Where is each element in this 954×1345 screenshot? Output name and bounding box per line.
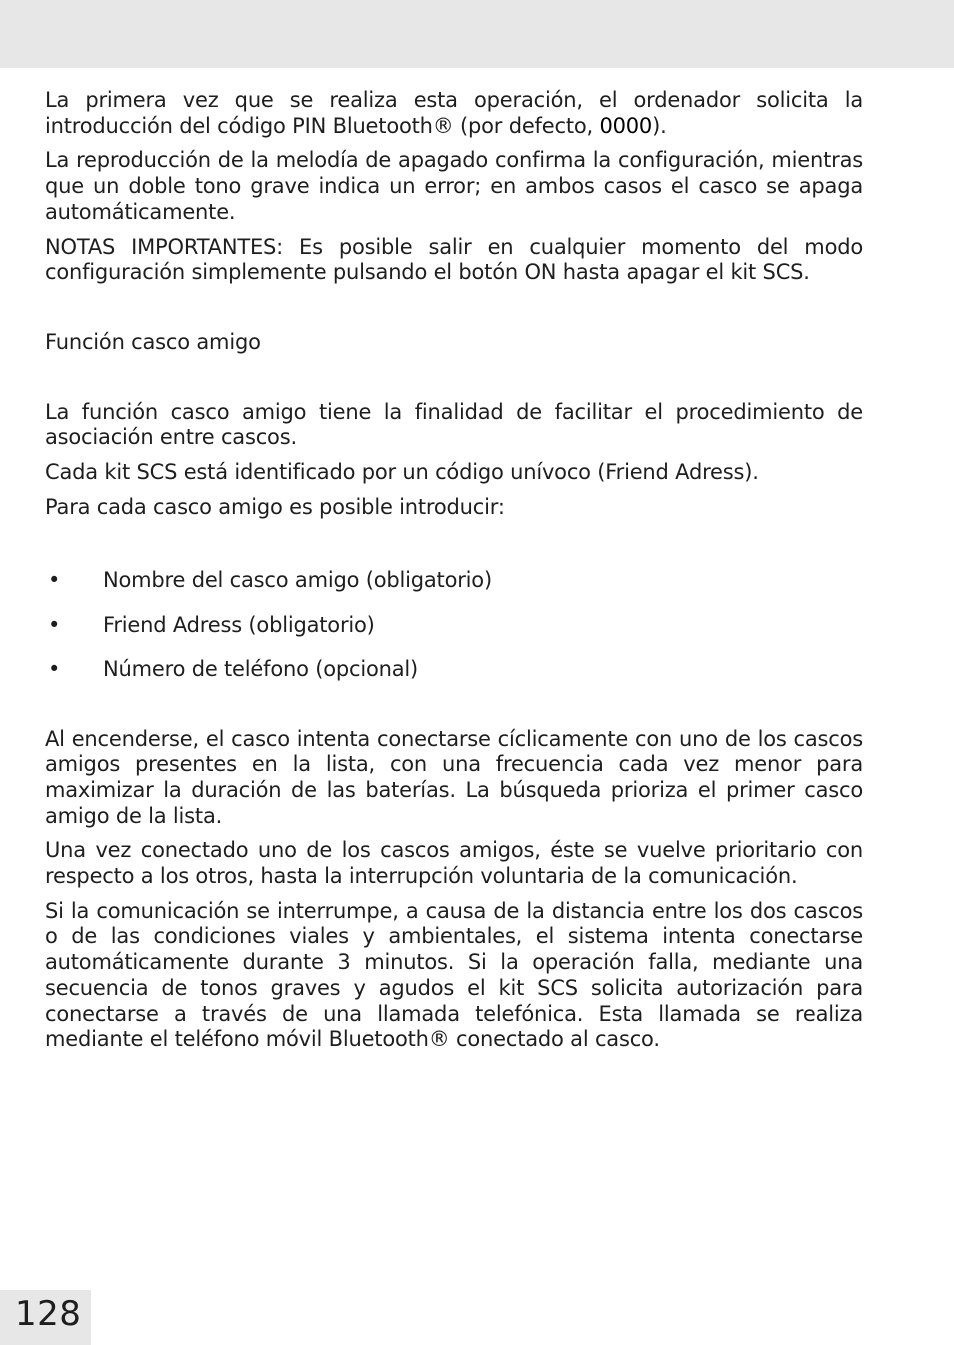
list-item-label: Nombre del casco amigo (obligatorio) bbox=[103, 568, 492, 593]
list-item-label: Friend Adress (obligatorio) bbox=[103, 612, 375, 637]
section-paragraph-interruption: Si la comunicación se interrumpe, a causa de la distancia entre los dos cascos o de las condiciones viales y ambientales, el sistema intenta conectarse automáticamente durante 3 minutos. Si la operación falla, mediante una secuencia de tonos graves y agudos el kit SCS solicita autorización para conectarse a través de una llamada telefónica. Esta llamada se realiza mediante el teléfono móvil Bluetooth® conectado al casco. bbox=[45, 898, 863, 1052]
section-paragraph-priority: Una vez conectado uno de los cascos amigos, éste se vuelve prioritario con respecto a los otros, hasta la interrupción voluntaria de la comunicación. bbox=[45, 838, 863, 889]
page-body bbox=[45, 88, 863, 1062]
bullet-icon: • bbox=[48, 656, 61, 681]
page-number-tab bbox=[0, 1290, 91, 1345]
page-number: 128 bbox=[15, 1294, 82, 1334]
list-item bbox=[45, 613, 863, 639]
intro-text-after-pin: ). bbox=[652, 113, 667, 138]
bullet-icon: • bbox=[48, 612, 61, 637]
list-item bbox=[45, 568, 863, 594]
list-item-label: Número de teléfono (opcional) bbox=[103, 656, 419, 681]
header-band bbox=[0, 0, 954, 68]
section-paragraph-identifier: Cada kit SCS está identificado por un código unívoco (Friend Adress). bbox=[45, 460, 759, 485]
intro-paragraph-notes: NOTAS IMPORTANTES: Es posible salir en cualquier momento del modo configuración simplemente pulsando el botón ON hasta apagar el kit SCS. bbox=[45, 234, 863, 285]
default-pin-value: 0000 bbox=[599, 113, 653, 138]
intro-paragraph-pin bbox=[45, 88, 863, 139]
bullet-icon: • bbox=[48, 568, 61, 593]
section-paragraph-purpose: La función casco amigo tiene la finalidad de facilitar el procedimiento de asociación entre cascos. bbox=[45, 399, 863, 450]
section-paragraph-startup: Al encenderse, el casco intenta conectarse cíclicamente con uno de los cascos amigos presentes en la lista, con una frecuencia cada vez menor para maximizar la duración de las baterías. La búsqueda prioriza el primer casco amigo de la lista. bbox=[45, 726, 863, 828]
section-heading: Función casco amigo bbox=[45, 329, 261, 354]
section-paragraph-introduce: Para cada casco amigo es posible introducir: bbox=[45, 494, 505, 519]
friend-fields-list bbox=[45, 568, 863, 682]
list-item bbox=[45, 657, 863, 683]
intro-paragraph-melody: La reproducción de la melodía de apagado confirma la configuración, mientras que un doble tono grave indica un error; en ambos casos el casco se apaga automáticamente. bbox=[45, 148, 863, 224]
intro-text-before-pin: La primera vez que se realiza esta operación, el ordenador solicita la introducción del código PIN Bluetooth® (por defecto, bbox=[45, 88, 863, 138]
